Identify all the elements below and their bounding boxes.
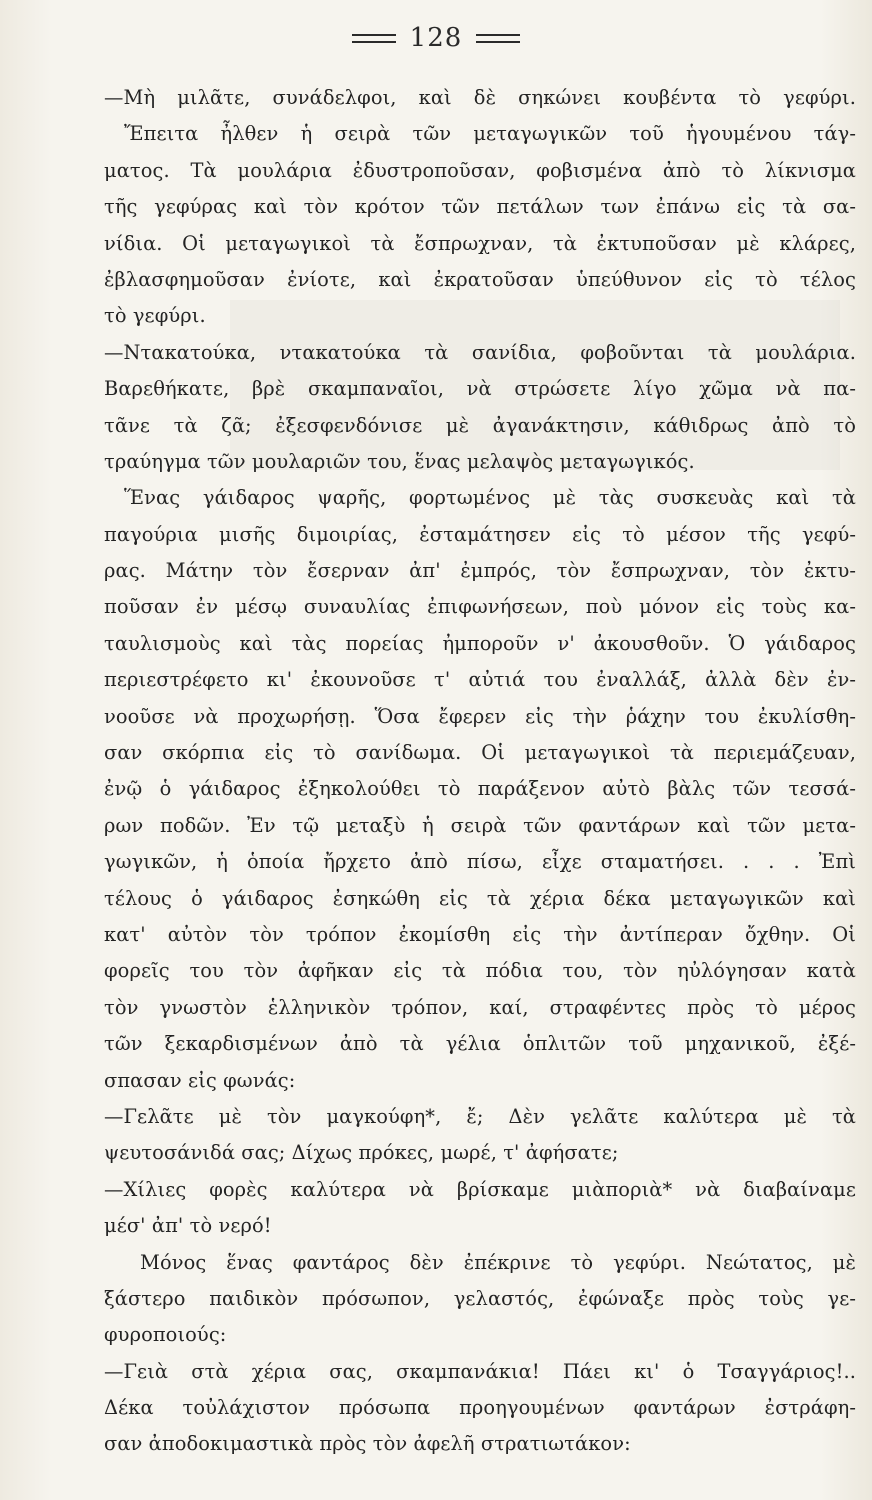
text-line: παγούρια μισῆς διμοιρίας, ἐσταμάτησεν εἰς τὸ μέσον τῆς γεφύ-	[104, 522, 856, 546]
text-line: φυροποιούς:	[104, 1323, 227, 1347]
text-line: κατ' αὐτὸν τὸν τρόπον ἐκομίσθη εἰς τὴν ἀντίπεραν ὄχθην. Οἱ	[104, 922, 856, 946]
text-line: μέσ' ἀπ' τὸ νερό!	[104, 1214, 272, 1238]
text-line: ποῦσαν ἐν μέσῳ συναυλίας ἐπιφωνήσεων, ποὺ μόνον εἰς τοὺς κα-	[104, 595, 856, 619]
text-line: τραύηγμα τῶν μουλαριῶν του, ἕνας μελαψὸς μεταγωγικός.	[104, 449, 695, 473]
text-line: ἐνῷ ὁ γάιδαρος ἐξηκολούθει τὸ παράξενον αὐτὸ βὰλς τῶν τεσσά-	[104, 777, 856, 801]
text-line: νοοῦσε νὰ προχωρήσῃ. Ὅσα ἔφερεν εἰς τὴν ῥάχην του ἐκυλίσθη-	[104, 704, 856, 728]
text-line: —Χίλιες φορὲς καλύτερα νὰ βρίσκαμε μιὰποριὰ* νὰ διαβαίναμε	[104, 1177, 856, 1201]
text-line: ξάστερο παιδικὸν πρόσωπον, γελαστός, ἐφώναξε πρὸς τοὺς γε-	[104, 1286, 856, 1310]
text-line: Ἕνας γάιδαρος ψαρῆς, φορτωμένος μὲ τὰς συσκευὰς καὶ τὰ	[124, 486, 856, 510]
text-line: ταυλισμοὺς καὶ τὰς πορείας ἠμποροῦν ν' ἀκουσθοῦν. Ὁ γάιδαρος	[104, 631, 856, 655]
header-rule-right	[476, 34, 520, 43]
text-line: περιεστρέφετο κι' ἐκουνοῦσε τ' αὐτιά του ἐναλλάξ, ἀλλὰ δὲν ἐν-	[104, 668, 856, 692]
text-line: —Μὴ μιλᾶτε, συνάδελφοι, καὶ δὲ σηκώνει κουβέντα τὸ γεφύρι.	[104, 86, 856, 109]
page-body-text	[104, 80, 856, 1463]
text-line: Βαρεθήκατε, βρὲ σκαμπαναῖοι, νὰ στρώσετε λίγο χῶμα νὰ πα-	[104, 377, 856, 401]
text-line: σπασαν εἰς φωνάς:	[104, 1068, 296, 1092]
text-line: —Γελᾶτε μὲ τὸν μαγκούφη*, ἔ; Δὲν γελᾶτε καλύτερα μὲ τὰ	[104, 1104, 856, 1128]
text-line: ψευτοσάνιδά σας; Δίχως πρόκες, μωρέ, τ' ἀφήσατε;	[104, 1141, 619, 1165]
text-line: Μόνος ἕνας φαντάρος δὲν ἐπέκρινε τὸ γεφύρι. Νεώτατος, μὲ	[140, 1250, 856, 1274]
text-line: τὸν γνωστὸν ἑλληνικὸν τρόπον, καί, στραφέντες πρὸς τὸ μέρος	[104, 995, 856, 1019]
header-rule-left	[352, 34, 396, 43]
text-line: σαν σκόρπια εἰς τὸ σανίδωμα. Οἱ μεταγωγικοὶ τὰ περιεμάζευαν,	[104, 741, 856, 765]
text-line: νίδια. Οἱ μεταγωγικοὶ τὰ ἔσπρωχναν, τὰ ἐκτυποῦσαν μὲ κλάρες,	[104, 231, 856, 255]
text-line: τὸ γεφύρι.	[104, 304, 206, 328]
text-line: φορεῖς του τὸν ἀφῆκαν εἰς τὰ πόδια του, τὸν ηὐλόγησαν κατὰ	[104, 959, 856, 983]
page-number: 128	[409, 23, 463, 53]
text-line: τῶν ξεκαρδισμένων ἀπὸ τὰ γέλια ὁπλιτῶν τοῦ μηχανικοῦ, ἐξέ-	[104, 1032, 856, 1056]
text-line: —Ντακατούκα, ντακατούκα τὰ σανίδια, φοβοῦνται τὰ μουλάρια.	[104, 340, 856, 364]
text-line: σαν ἀποδοκιμαστικὰ πρὸς τὸν ἀφελῆ στρατιωτάκον:	[104, 1432, 631, 1456]
text-line: τῆς γεφύρας καὶ τὸν κρότον τῶν πετάλων των ἐπάνω εἰς τὰ σα-	[104, 195, 856, 219]
text-line: γωγικῶν, ἡ ὁποία ἤρχετο ἀπὸ πίσω, εἶχε σταματήσει. . . . Ἐπὶ	[104, 850, 856, 874]
text-line: —Γειὰ στὰ χέρια σας, σκαμπανάκια! Πάει κι' ὁ Τσαγγάριος!..	[104, 1359, 856, 1383]
text-line: τέλους ὁ γάιδαρος ἐσηκώθη εἰς τὰ χέρια δέκα μεταγωγικῶν καὶ	[104, 886, 856, 910]
text-line: Δέκα τοὐλάχιστον πρόσωπα προηγουμένων φαντάρων ἐστράφη-	[104, 1396, 856, 1420]
text-line: ἐβλασφημοῦσαν ἐνίοτε, καὶ ἐκρατοῦσαν ὑπεύθυνον εἰς τὸ τέλος	[104, 267, 856, 291]
text-line: ρας. Μάτην τὸν ἔσερναν ἀπ' ἐμπρός, τὸν ἔσπρωχναν, τὸν ἐκτυ-	[104, 559, 856, 583]
text-line: Ἔπειτα ἦλθεν ἡ σειρὰ τῶν μεταγωγικῶν τοῦ ἡγουμένου τάγ-	[124, 122, 856, 146]
page-header	[0, 22, 872, 53]
text-line: ρων ποδῶν. Ἐν τῷ μεταξὺ ἡ σειρὰ τῶν φαντάρων καὶ τῶν μετα-	[104, 813, 856, 837]
text-line: ματος. Τὰ μουλάρια ἐδυστροποῦσαν, φοβισμένα ἀπὸ τὸ λίκνισμα	[104, 158, 856, 182]
text-line: τᾶνε τὰ ζᾶ; ἐξεσφενδόνισε μὲ ἀγανάκτησιν, κάθιδρως ἀπὸ τὸ	[104, 413, 856, 437]
